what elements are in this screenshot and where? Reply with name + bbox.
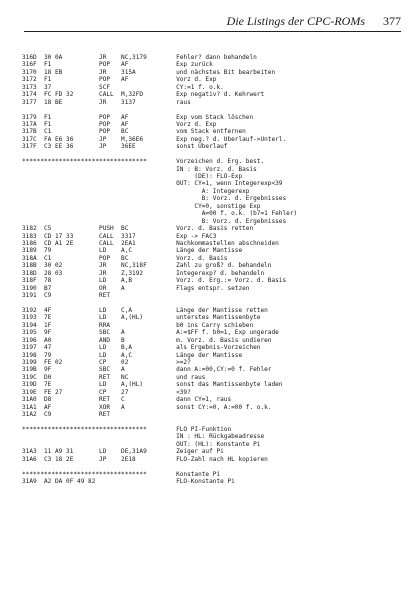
listing-line: 319B 9F SBC A dann A:=00,CY:=0 f. Fehler bbox=[22, 366, 272, 374]
listing-line: 319D 7E LD A,(HL) sonst das Mantissenbyte laden bbox=[22, 381, 283, 389]
listing-line: 3197 47 LD B,A als Ergebnis-Vorzeichen bbox=[22, 344, 261, 352]
listing-line: 318F 78 LD A,B Vorz. d. Erg.:= Vorz. d. Basis bbox=[22, 277, 287, 285]
listing-line: 3170 18 EB JR 315A und nächstes Bit bearbeiten bbox=[22, 68, 276, 76]
listing-line: 3174 FC FD 32 CALL M,32FD Exp negativ? d. Kehrwert bbox=[22, 91, 265, 99]
listing-line: 3183 CD 17 33 CALL 3317 Exp -> FAC3 bbox=[22, 232, 217, 240]
listing-line: (DE): FLO-Exp bbox=[22, 173, 243, 180]
listing-line: 317B C1 POP BC vom Stack entfernen bbox=[22, 128, 246, 136]
listing-line: 3189 79 LD A,C Länge der Mantisse bbox=[22, 247, 243, 255]
assembly-listing bbox=[22, 54, 411, 485]
listing-line: 31A2 C9 RET bbox=[22, 411, 111, 418]
listing-line: 3196 A0 AND B m. Vorz. d. Basis undieren bbox=[22, 336, 272, 344]
page-header bbox=[24, 14, 401, 32]
listing-line: CY=0, sonstige Exp bbox=[22, 202, 261, 210]
listing-line: IN : HL: Rückgabeadresse bbox=[22, 433, 265, 441]
listing-line: 316F F1 POP AF Exp zurück bbox=[22, 61, 213, 69]
listing-line: 316D 30 0A JR NC,3179 Fehler? dann behandeln bbox=[22, 54, 257, 61]
listing-line bbox=[22, 463, 411, 470]
listing-line bbox=[22, 299, 411, 306]
listing-line: IN : B: Vorz. d. Basis bbox=[22, 165, 257, 173]
page-number: 377 bbox=[383, 14, 401, 28]
listing-line: 3182 C5 PUSH BC Vorz. d. Basis retten bbox=[22, 225, 254, 233]
listing-line: 31A0 D8 RET C dann CY=1, raus bbox=[22, 396, 232, 404]
listing-line: ********************************** Konstante Pi bbox=[22, 470, 221, 478]
listing-line: 3190 B7 OR A Flags entspr. setzen bbox=[22, 284, 250, 292]
listing-line: 31A9 A2 DA 0F 49 82 FLO-Konstante Pi bbox=[22, 477, 235, 485]
listing-line: 317A F1 POP AF Vorz d. Exp bbox=[22, 120, 217, 128]
listing-line: 319E FE 27 CP 27 <39? bbox=[22, 388, 191, 396]
listing-line: 3195 9F SBC A A:=$FF f. b0=1, Exp ungerade bbox=[22, 329, 279, 337]
listing-line bbox=[22, 106, 411, 113]
listing-line bbox=[22, 418, 411, 425]
listing-line: 317F C3 EE 36 JP 36EE sonst Überlauf bbox=[22, 143, 228, 151]
listing-line: 319C D0 RET NC und raus bbox=[22, 373, 206, 381]
listing-line: 3179 F1 POP AF Exp vom Stack löschen bbox=[22, 113, 254, 121]
listing-line: 317C FA E6 36 JP M,36E6 Exp neg.? d. Überlauf->Unterl. bbox=[22, 135, 287, 143]
listing-line: B: Vorz. d. Ergebnisses bbox=[22, 217, 287, 225]
listing-line bbox=[22, 151, 411, 158]
listing-line: 3173 37 SCF CY:=1 f. o.k. bbox=[22, 83, 224, 91]
listing-line: 3172 F1 POP AF Vorz d. Exp bbox=[22, 76, 217, 84]
listing-line: ********************************** FLO PI-Funktion bbox=[22, 425, 232, 433]
listing-line: 31A3 11 A9 31 LD DE,31A9 Zeiger auf Pi bbox=[22, 448, 224, 456]
listing-line: 3177 18 BE JR 3137 raus bbox=[22, 98, 191, 106]
listing-line: 3193 7E LD A,(HL) unterstes Mantissenbyte bbox=[22, 314, 261, 322]
listing-line: 31A6 C3 18 2E JP 2E18 FLO-Zahl nach HL kopieren bbox=[22, 455, 268, 463]
listing-line: 3199 FE 02 CP 02 >=2? bbox=[22, 358, 191, 366]
listing-line: B: Vorz. d. Ergebnisses bbox=[22, 195, 287, 203]
listing-line: 318D 28 03 JR Z,3192 Integerexp? d. behandeln bbox=[22, 269, 265, 277]
listing-line: 3192 4F LD C,A Länge der Mantisse retten bbox=[22, 306, 268, 314]
listing-line: 31A1 AF XOR A sonst CY:=0, A:=00 f. o.k. bbox=[22, 403, 272, 411]
listing-line: OUT: CY=1, wenn Integerexp<39 bbox=[22, 180, 283, 188]
listing-line: 3194 1F RRA b0 ins Carry schieben bbox=[22, 321, 254, 329]
header-rule bbox=[24, 31, 401, 32]
listing-line: A=00 f. o.k. (b7=1 Fehler) bbox=[22, 210, 298, 218]
running-title: Die Listings der CPC-ROMs bbox=[226, 14, 365, 28]
listing-line: OUT: (HL): Konstante Pi bbox=[22, 440, 261, 448]
listing-line: ********************************** Vorzeichen d. Erg. best. bbox=[22, 158, 265, 166]
listing-line: 3198 79 LD A,C Länge der Mantisse bbox=[22, 351, 243, 359]
listing-line: 3191 C9 RET bbox=[22, 292, 111, 299]
listing-line: 3186 CD A1 2E CALL 2EA1 Nachkommastellen abschneiden bbox=[22, 239, 279, 247]
listing-line: 318B 30 02 JR NC,318F Zahl zu groß? d. behandeln bbox=[22, 262, 272, 270]
listing-line: A: Integerexp bbox=[22, 187, 250, 195]
listing-line: 318A C1 POP BC Vorz. d. Basis bbox=[22, 254, 228, 262]
